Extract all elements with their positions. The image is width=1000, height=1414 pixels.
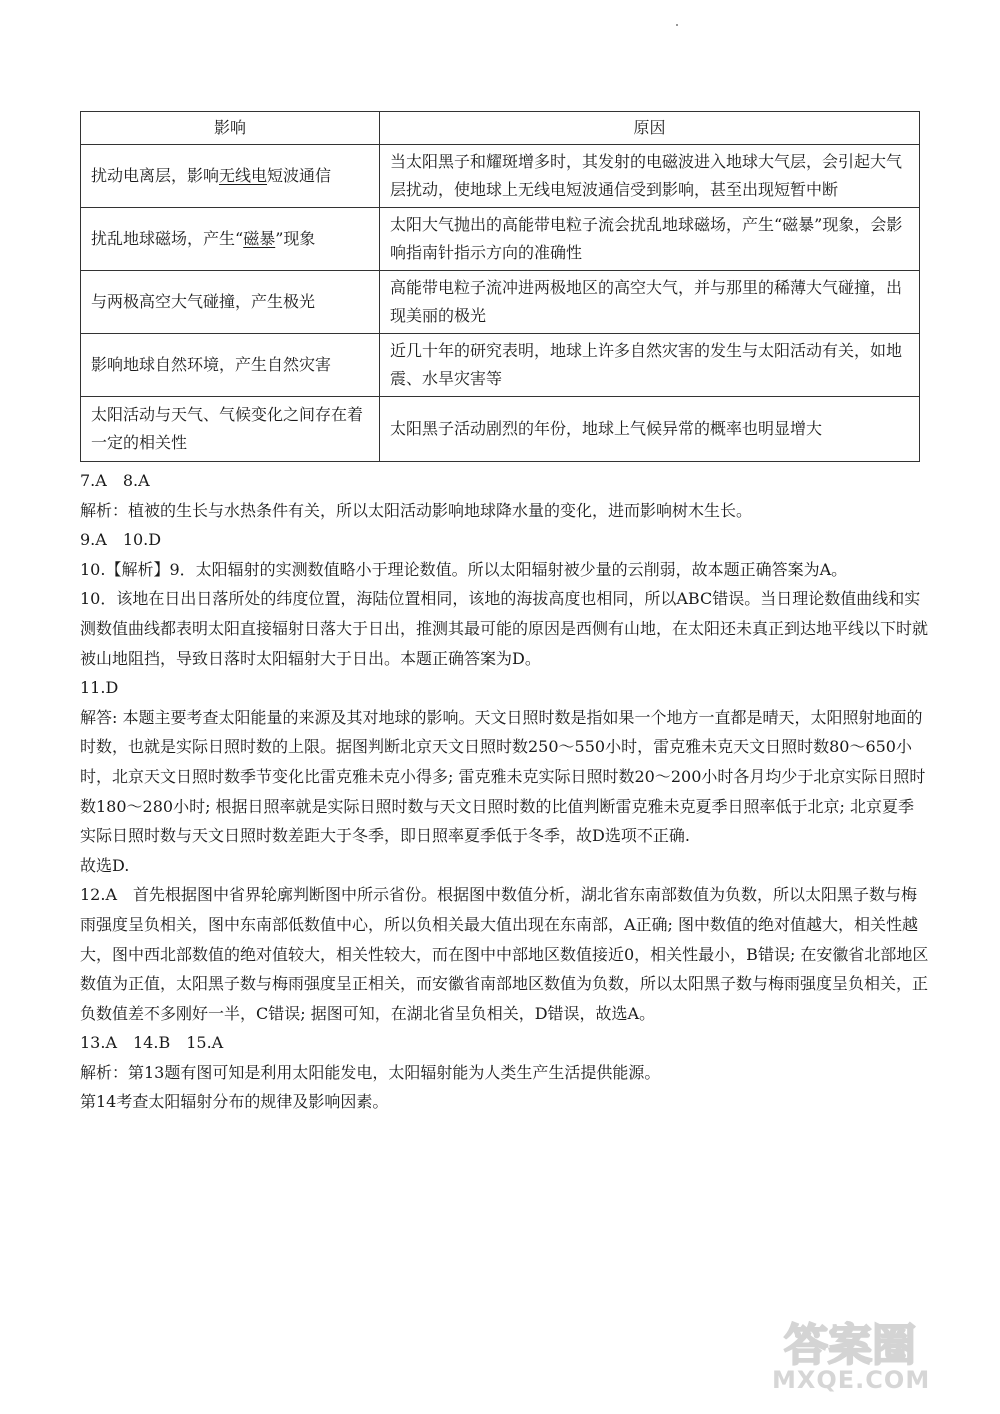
- reason-cell: 当太阳黑子和耀斑增多时，其发射的电磁波进入地球大气层，会引起大气层扰动，使地球上无线电短波通信受到影响，甚至出现短暂中断: [380, 145, 920, 208]
- table-row: [81, 271, 920, 334]
- effect-cell: 与两极高空大气碰撞，产生极光: [81, 271, 380, 334]
- explanation-7-8: 解析：植被的生长与水热条件有关，所以太阳活动影响地球降水量的变化，进而影响树木生长。: [80, 500, 753, 520]
- reason-cell: 近几十年的研究表明，地球上许多自然灾害的发生与太阳活动有关，如地震、水旱灾害等: [380, 334, 920, 397]
- table-row: [81, 397, 920, 462]
- reason-cell: 太阳大气抛出的高能带电粒子流会扰乱地球磁场，产生“磁暴”现象，会影响指南针指示方向的准确性: [380, 208, 920, 271]
- effect-cell: 扰动电离层，影响无线电短波通信: [81, 145, 380, 208]
- table-row: [81, 145, 920, 208]
- watermark-site: MXQE.COM: [772, 1366, 931, 1394]
- watermark-logo-text: 答案圈: [784, 1320, 916, 1368]
- answer-line-9-10: 9.A 10.D: [80, 530, 162, 550]
- effect-cell: 扰乱地球磁场，产生“磁暴”现象: [81, 208, 380, 271]
- table-row: [81, 208, 920, 271]
- explanation-11: 解答: 本题主要考查太阳能量的来源及其对地球的影响。天文日照时数是指如果一个地方一直都是晴天，太阳照射地面的时数，也就是实际日照时数的上限。据图判断北京天文日照时数250～550小时，雷克雅未克天文日照时数80～650小时，北京天文日照时数季节变化比雷克雅未克小得多; 雷克雅未克实际日照时数20～200小时各月均少于北京实际日照时数180～280小时; 根据日照率就是实际日照时数与天文日照时数的比值判断雷克雅未克夏季日照率低于北京; 北京夏季实际日照时数与天文日照时数差距大于冬季，即日照率夏季低于冬季，故D选项不正确.: [80, 707, 926, 846]
- answer-line-7-8: 7.A 8.A: [80, 471, 150, 490]
- conclusion-11: 故选D.: [80, 855, 130, 875]
- answer-explanations: [80, 466, 930, 1117]
- explanation-10: 10．该地在日出日落所处的纬度位置，海陆位置相同，该地的海拔高度也相同，所以ABC错误。当日理论数值曲线和实测数值曲线都表明太阳直接辐射日落大于日出，推测其最可能的原因是西侧有山地，在太阳还未真正到达地平线以下时就被山地阻挡，导致日落时太阳辐射大于日出。本题正确答案为D。: [80, 589, 929, 668]
- header-effect: 影响: [81, 112, 380, 145]
- reason-cell: 高能带电粒子流冲进两极地区的高空大气，并与那里的稀薄大气碰撞，出现美丽的极光: [380, 271, 920, 334]
- effect-cell: 影响地球自然环境，产生自然灾害: [81, 334, 380, 397]
- table-header-row: [81, 112, 920, 145]
- explanation-12: 12.A 首先根据图中省界轮廓判断图中所示省份。根据图中数值分析，湖北省东南部数值为负数，所以太阳黑子数与梅雨强度呈负相关，图中东南部低数值中心，所以负相关最大值出现在东南部，A正确; 图中数值的绝对值越大，相关性越大，图中西北部数值的绝对值较大，相关性较大，而在图中中部地区数值接近0，相关性最小，B错误; 在安徽省北部地区数值为正值，太阳黑子数与梅雨强度呈正相关，而安徽省南部地区数值为负数，所以太阳黑子数与梅雨强度呈负相关，正负数值差不多刚好一半，C错误; 据图可知，在湖北省呈负相关，D错误，故选A。: [80, 885, 929, 1023]
- watermark: [750, 1316, 950, 1396]
- scan-speck: [676, 24, 678, 26]
- reason-cell: 太阳黑子活动剧烈的年份，地球上气候异常的概率也明显增大: [380, 397, 920, 462]
- explanation-13: 解析：第13题有图可知是利用太阳能发电，太阳辐射能为人类生产生活提供能源。: [80, 1062, 661, 1082]
- answer-line-13-15: 13.A 14.B 15.A: [80, 1033, 224, 1053]
- explanation-9: 10.【解析】9．太阳辐射的实测数值略小于理论数值。所以太阳辐射被少量的云削弱，故本题正确答案为A。: [80, 559, 848, 579]
- solar-activity-effects-table: [80, 111, 920, 462]
- answer-line-11: 11.D: [80, 678, 119, 698]
- explanation-14: 第14考查太阳辐射分布的规律及影响因素。: [80, 1092, 389, 1112]
- header-reason: 原因: [380, 112, 920, 145]
- effect-cell: 太阳活动与天气、气候变化之间存在着一定的相关性: [81, 397, 380, 462]
- watermark-logo: [750, 1316, 950, 1368]
- table-row: [81, 334, 920, 397]
